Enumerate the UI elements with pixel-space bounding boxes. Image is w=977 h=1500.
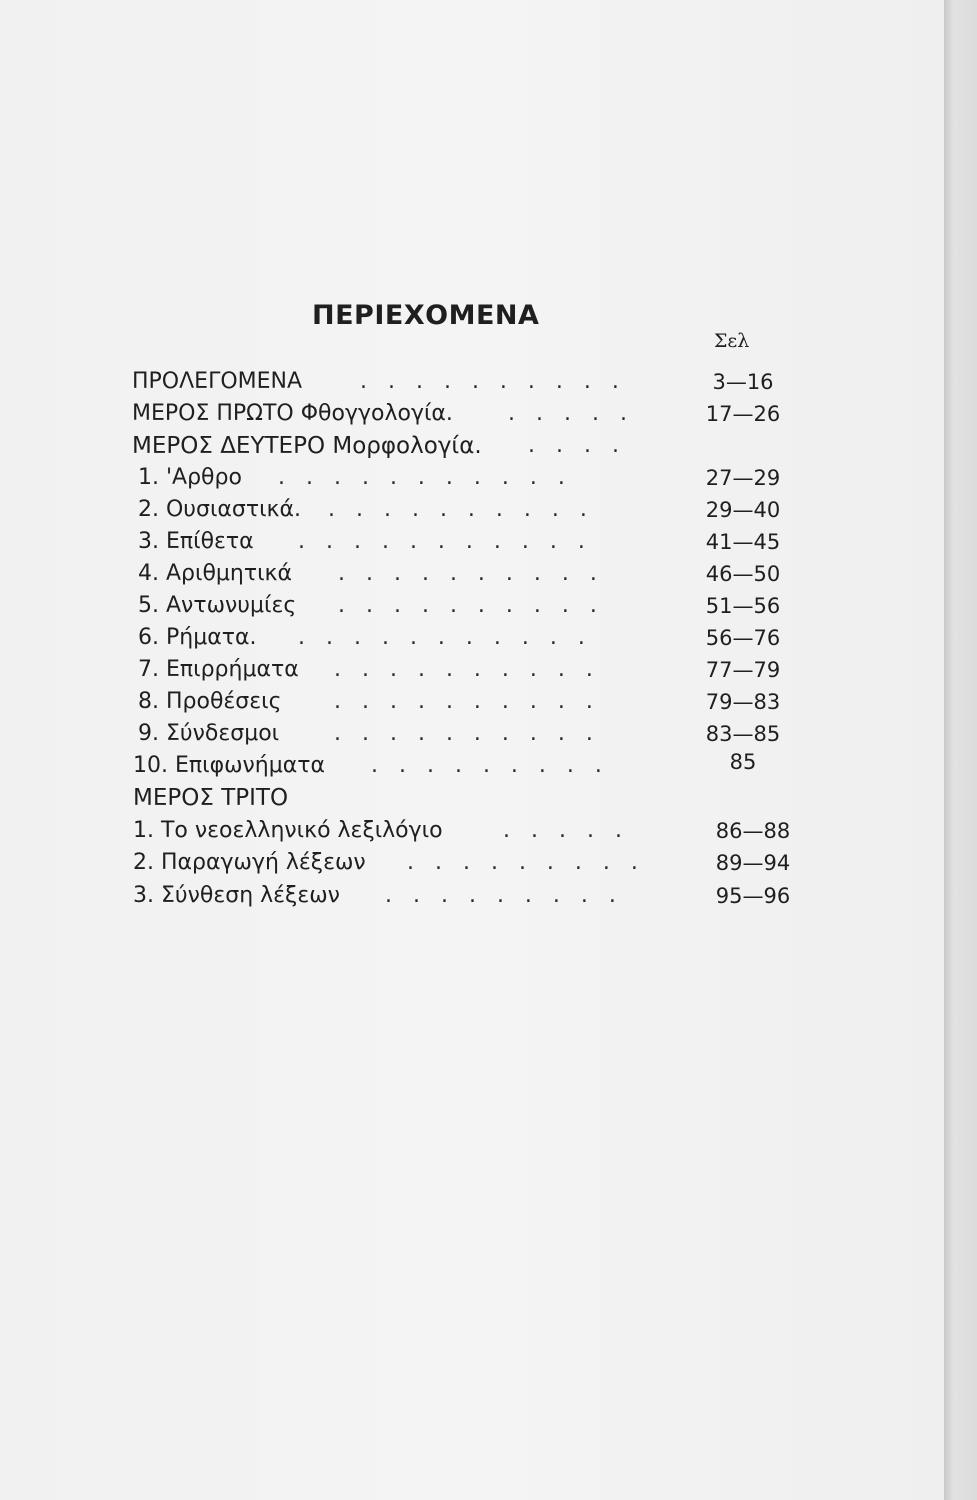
toc-entry-label: 2. Παραγωγή λέξεων — [133, 850, 366, 875]
toc-entry-label: 5. Αντωνυμίες — [138, 593, 297, 618]
toc-leader-dots: . . . . . — [503, 818, 629, 843]
toc-entry-label: 4. Αριθμητικά — [138, 561, 292, 586]
toc-entry-label: 1. 'Αρθρο — [138, 465, 242, 490]
toc-entry-pages: 51—56 — [705, 594, 781, 618]
toc-entry-pages: 95—96 — [715, 884, 791, 908]
toc-leader-dots: . . . . . . . . . . — [360, 369, 626, 394]
toc-entry-label: ΜΕΡΟΣ ΠΡΩΤΟ Φθογγολογία. — [132, 401, 453, 426]
toc-leader-dots: . . . . . . . . . — [385, 883, 623, 908]
toc-entry-pages: 77—79 — [705, 658, 781, 682]
toc-entry-pages: 46—50 — [705, 562, 781, 586]
toc-entry-label: 2. Ουσιαστικά. — [138, 497, 302, 522]
toc-entry-pages: 83—85 — [705, 722, 781, 746]
toc-leader-dots: . . . . . . . . . . — [328, 497, 594, 522]
page-column-header: Σελ — [714, 330, 750, 352]
toc-entry-pages: 89—94 — [715, 851, 791, 875]
toc-entry-label: 6. Ρήματα. — [138, 625, 257, 650]
toc-entry-pages: 85 — [729, 750, 757, 774]
toc-leader-dots: . . . . . . . . . . — [334, 689, 600, 714]
toc-entry-pages: 17—26 — [705, 402, 781, 426]
toc-leader-dots: . . . . — [528, 433, 626, 458]
toc-entry-label: 8. Προθέσεις — [138, 689, 282, 714]
toc-entry-pages: 29—40 — [705, 498, 781, 522]
page-edge — [944, 0, 977, 1500]
toc-leader-dots: . . . . . . . . . . — [338, 593, 604, 618]
toc-entry-label: ΠΡΟΛΕΓΟΜΕΝΑ — [132, 369, 303, 394]
toc-entry-label: 3. Σύνθεση λέξεων — [133, 883, 340, 908]
toc-entry-label: ΜΕΡΟΣ ΔΕΥΤΕΡΟ Μορφολογία. — [132, 433, 482, 459]
toc-entry-pages: 3—16 — [712, 370, 774, 394]
toc-entry-label: 7. Επιρρήματα — [138, 657, 299, 682]
toc-entry-pages: 56—76 — [705, 626, 781, 650]
toc-leader-dots: . . . . . . . . . — [407, 850, 645, 875]
toc-entry-pages: 41—45 — [705, 530, 781, 554]
toc-entry-label: 9. Σύνδεσμοι — [138, 721, 280, 746]
toc-entry-label: 10. Επιφωνήματα — [133, 753, 325, 778]
toc-leader-dots: . . . . . . . . . . . — [298, 529, 592, 554]
page-title: ΠΕΡΙΕΧΟΜΕΝΑ — [312, 300, 540, 331]
toc-leader-dots: . . . . . . . . . . . — [298, 625, 592, 650]
toc-leader-dots: . . . . . . . . . . — [334, 721, 600, 746]
toc-leader-dots: . . . . . . . . . . . — [278, 465, 572, 490]
toc-leader-dots: . . . . . — [508, 401, 634, 426]
toc-leader-dots: . . . . . . . . . . — [334, 657, 600, 682]
toc-entry-label: 3. Επίθετα — [138, 529, 254, 554]
toc-entry-label: 1. Το νεοελληνικό λεξιλόγιο — [133, 818, 443, 843]
toc-entry-pages: 27—29 — [705, 466, 781, 490]
toc-entry-label: ΜΕΡΟΣ ΤΡΙΤΟ — [133, 785, 289, 811]
toc-entry-pages: 86—88 — [715, 819, 791, 843]
toc-entry-pages: 79—83 — [705, 690, 781, 714]
toc-leader-dots: . . . . . . . . . — [371, 753, 609, 778]
toc-leader-dots: . . . . . . . . . . — [338, 561, 604, 586]
